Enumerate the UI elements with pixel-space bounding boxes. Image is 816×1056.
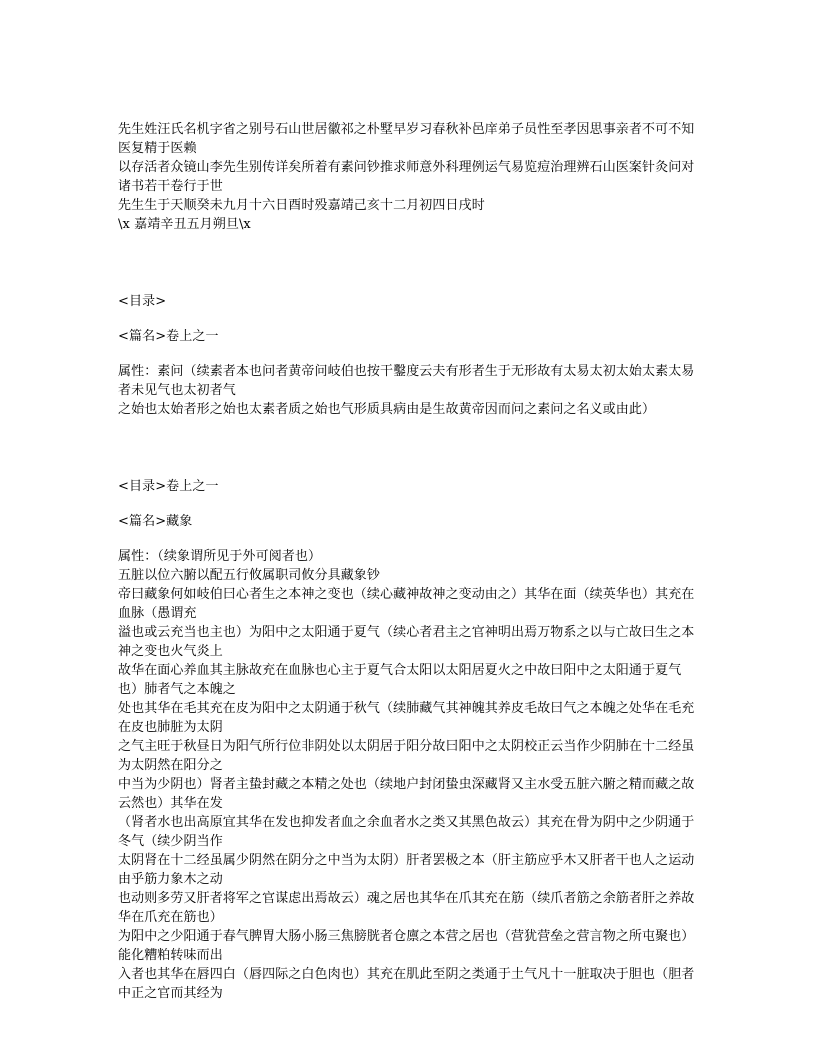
- body-line: 帝曰藏象何如岐伯曰心者生之本神之变也（续心藏神故神之变动由之）其华在面（续英华也）其充在血脉（愚谓充: [118, 587, 695, 621]
- body-line: （肾者水也出高原宜其华在发也抑发者血之余血者水之类又其黑色故云）其充在骨为阴中之少阴通于冬气（续少阴当作: [118, 815, 695, 849]
- document-page: [118, 120, 698, 1003]
- chapter-title: <篇名>卷上之一: [118, 329, 219, 344]
- intro-line: 以存活者众镜山李先生别传详矣所着有素问钞推求师意外科理例运气易览痘治理辨石山医案针灸问对诸书若干卷行于世: [118, 160, 695, 194]
- body-line: 属性：（续象谓所见于外可阅者也）: [118, 549, 322, 564]
- intro-line: 先生生于天顺癸未九月十六日酉时殁嘉靖己亥十二月初四日戌时: [118, 198, 485, 213]
- intro-line: \x 嘉靖辛丑五月朔旦\x: [118, 217, 251, 232]
- toc-heading: <目录>: [118, 294, 167, 309]
- body-line: 五脏以位六腑以配五行攸属职司攸分具藏象钞: [118, 568, 381, 583]
- spacer: [118, 311, 698, 327]
- intro-line: 先生姓汪氏名机字省之别号石山世居徽祁之朴墅早岁习春秋补邑庠弟子员性至孝因思事亲者不可不知医复精于医赖: [118, 122, 695, 156]
- body-line: 太阴肾在十二经虽属少阴然在阴分之中当为太阴）肝者罢极之本（肝主筋应乎木又肝者干也人之运动由乎筋力象木之动: [118, 853, 695, 887]
- body-line: 也动则多劳又肝者将军之官谋虑出焉故云）魂之居也其华在爪其充在筋（续爪者筋之余筋者肝之养故华在爪充在筋也）: [118, 891, 695, 925]
- attribute-line: 之始也太始者形之始也太素者质之始也气形质具病由是生故黄帝因而问之素问之名义或由此）: [118, 402, 656, 417]
- body-line: 入者也其华在唇四白（唇四际之白色肉也）其充在肌此至阴之类通于土气凡十一脏取决于胆也（胆者中正之官而其经为: [118, 967, 695, 1001]
- body-line: 中当为少阴也）肾者主蛰封藏之本精之处也（续地户封闭蛰虫深藏肾又主水受五脏六腑之精而藏之故云然也）其华在发: [118, 777, 695, 811]
- spacer: [118, 496, 698, 512]
- body-line: 溢也或云充当也主也）为阳中之太阳通于夏气（续心者君主之官神明出焉万物系之以与亡故曰生之本神之变也火气炎上: [118, 625, 695, 659]
- body-line: 为阳中之少阳通于春气脾胃大肠小肠三焦膀胱者仓廪之本营之居也（营犹营垒之营言物之所屯聚也）能化糟粕转味而出: [118, 929, 695, 963]
- spacer: [118, 419, 698, 477]
- toc-heading: <目录>卷上之一: [118, 479, 219, 494]
- attribute-line: 属性：素问（续素者本也问者黄帝问岐伯也按干鑿度云夫有形者生于无形故有太易太初太始太素太易者未见气也太初者气: [118, 364, 695, 398]
- body-line: 之气主旺于秋昼日为阳气所行位非阴处以太阴居于阳分故曰阳中之太阴校正云当作少阴肺在十二经虽为太阴然在阳分之: [118, 739, 695, 773]
- spacer: [118, 346, 698, 362]
- chapter-title: <篇名>藏象: [118, 514, 193, 529]
- body-line: 处也其华在毛其充在皮为阳中之太阴通于秋气（续肺藏气其神魄其养皮毛故曰气之本魄之处华在毛充在皮也肺脏为太阴: [118, 701, 695, 735]
- spacer: [118, 234, 698, 292]
- spacer: [118, 531, 698, 547]
- body-line: 故华在面心养血其主脉故充在血脉也心主于夏气合太阳以太阳居夏火之中故曰阳中之太阳通于夏气也）肺者气之本魄之: [118, 663, 682, 697]
